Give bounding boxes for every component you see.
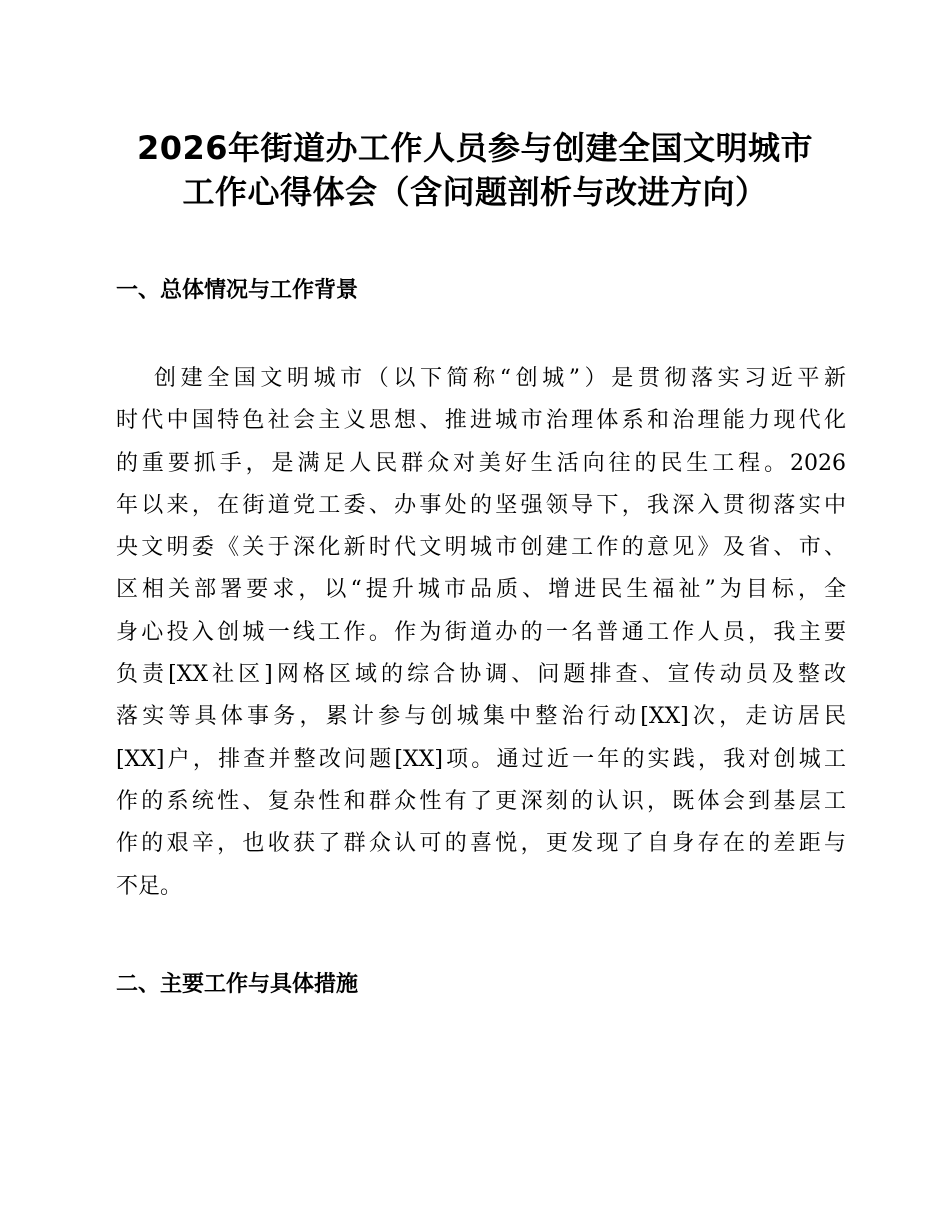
paragraph-line: 区相关部署要求，以“提升城市品质、增进民生福祉”为目标，全	[116, 577, 846, 603]
paragraph-line: 身心投入创城一线工作。作为街道办的一名普通工作人员，我主要	[116, 619, 846, 645]
paragraph-line: 央文明委《关于深化新时代文明城市创建工作的意见》及省、市、	[116, 535, 846, 561]
paragraph-line: 负责[XX社区]网格区域的综合协调、问题排查、宣传动员及整改	[116, 662, 846, 688]
section-heading-1: 一、总体情况与工作背景	[116, 278, 359, 303]
title-line-2: 工作心得体会（含问题剖析与改进方向）	[182, 173, 768, 211]
body-paragraph-1	[116, 358, 846, 908]
document-title	[100, 126, 850, 214]
paragraph-line: 年以来，在街道党工委、办事处的坚强领导下，我深入贯彻落实中	[116, 492, 846, 518]
title-line-1: 2026年街道办工作人员参与创建全国文明城市	[136, 129, 814, 167]
paragraph-line: 不足。	[116, 873, 183, 899]
paragraph-line: 的重要抓手，是满足人民群众对美好生活向往的民生工程。2026	[116, 450, 846, 476]
paragraph-line: 作的艰辛，也收获了群众认可的喜悦，更发现了自身存在的差距与	[116, 831, 846, 857]
paragraph-line: 作的系统性、复杂性和群众性有了更深刻的认识，既体会到基层工	[116, 788, 846, 814]
paragraph-line: 创建全国文明城市（以下简称“创城”）是贯彻落实习近平新	[154, 366, 846, 391]
paragraph-line: 落实等具体事务，累计参与创城集中整治行动[XX]次，走访居民	[116, 704, 846, 730]
paragraph-line: 时代中国特色社会主义思想、推进城市治理体系和治理能力现代化	[116, 408, 846, 434]
paragraph-line: [XX]户，排查并整改问题[XX]项。通过近一年的实践，我对创城工	[116, 746, 846, 772]
section-heading-2: 二、主要工作与具体措施	[116, 972, 359, 997]
